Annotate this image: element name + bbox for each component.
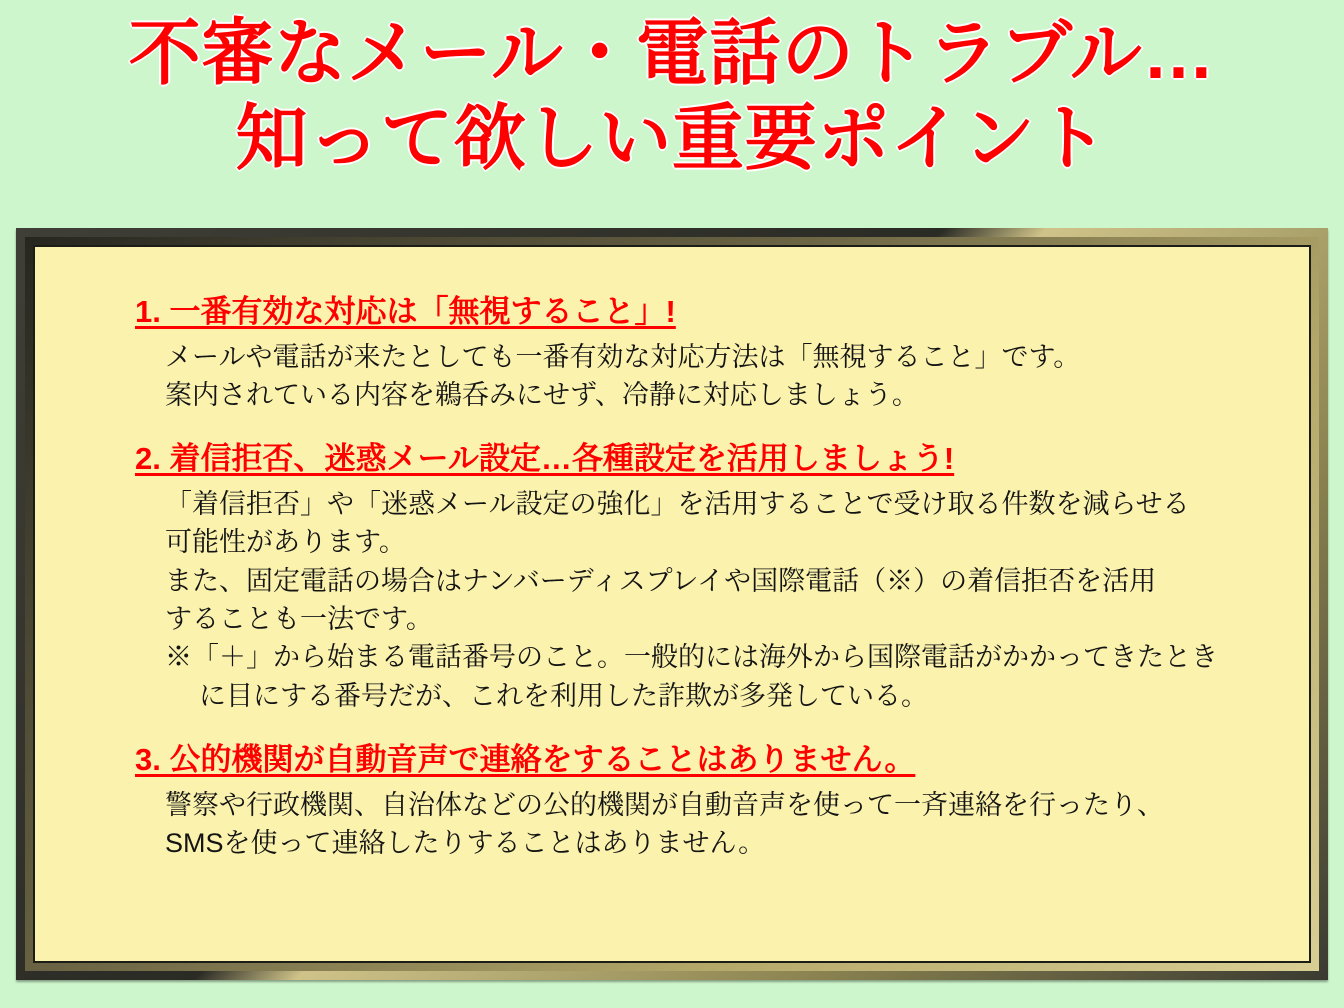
point-1-heading: 1. 一番有効な対応は「無視すること」! bbox=[135, 294, 676, 329]
point-2-line-3: また、固定電話の場合はナンバーディスプレイや国際電話（※）の着信拒否を活用 bbox=[165, 565, 1157, 596]
content-frame-outer bbox=[16, 228, 1328, 980]
point-item-1 bbox=[79, 293, 1265, 414]
point-3-line-2: SMSを使って連絡したりすることはありません。 bbox=[165, 828, 766, 859]
point-item-2 bbox=[79, 440, 1265, 715]
title-line-2: 知って欲しい重要ポイント bbox=[235, 98, 1109, 179]
point-3-line-1: 警察や行政機関、自治体などの公的機関が自動音声を使って一斉連絡を行ったり、 bbox=[165, 789, 1164, 820]
point-2-line-5: ※「＋」から始まる電話番号のこと。一般的には海外から国際電話がかかってきたとき bbox=[165, 642, 1218, 673]
point-2-line-2: 可能性があります。 bbox=[165, 527, 406, 558]
page-title bbox=[0, 14, 1344, 179]
point-2-body bbox=[165, 485, 1265, 715]
point-3-heading: 3. 公的機関が自動音声で連絡をすることはありません。 bbox=[135, 742, 916, 778]
point-2-line-4: することも一法です。 bbox=[165, 604, 433, 635]
point-2-heading: 2. 着信拒否、迷惑メール設定…各種設定を活用しましょう! bbox=[135, 441, 955, 477]
point-1-body bbox=[165, 338, 1265, 415]
title-line-1: 不審なメール・電話のトラブル… bbox=[128, 14, 1216, 94]
content-panel bbox=[33, 245, 1311, 963]
point-3-body bbox=[165, 786, 1265, 863]
point-item-3 bbox=[79, 741, 1265, 862]
content-frame-bevel bbox=[25, 237, 1319, 971]
point-2-line-1: 「着信拒否」や「迷惑メール設定の強化」を活用することで受け取る件数を減らせる bbox=[165, 489, 1190, 520]
point-2-line-6: に目にする番号だが、これを利用した詐欺が多発している。 bbox=[199, 680, 928, 711]
point-1-line-1: メールや電話が来たとしても一番有効な対応方法は「無視すること」です。 bbox=[165, 341, 1081, 372]
point-1-line-2: 案内されている内容を鵜呑みにせず、冷静に対応しましょう。 bbox=[165, 380, 919, 411]
